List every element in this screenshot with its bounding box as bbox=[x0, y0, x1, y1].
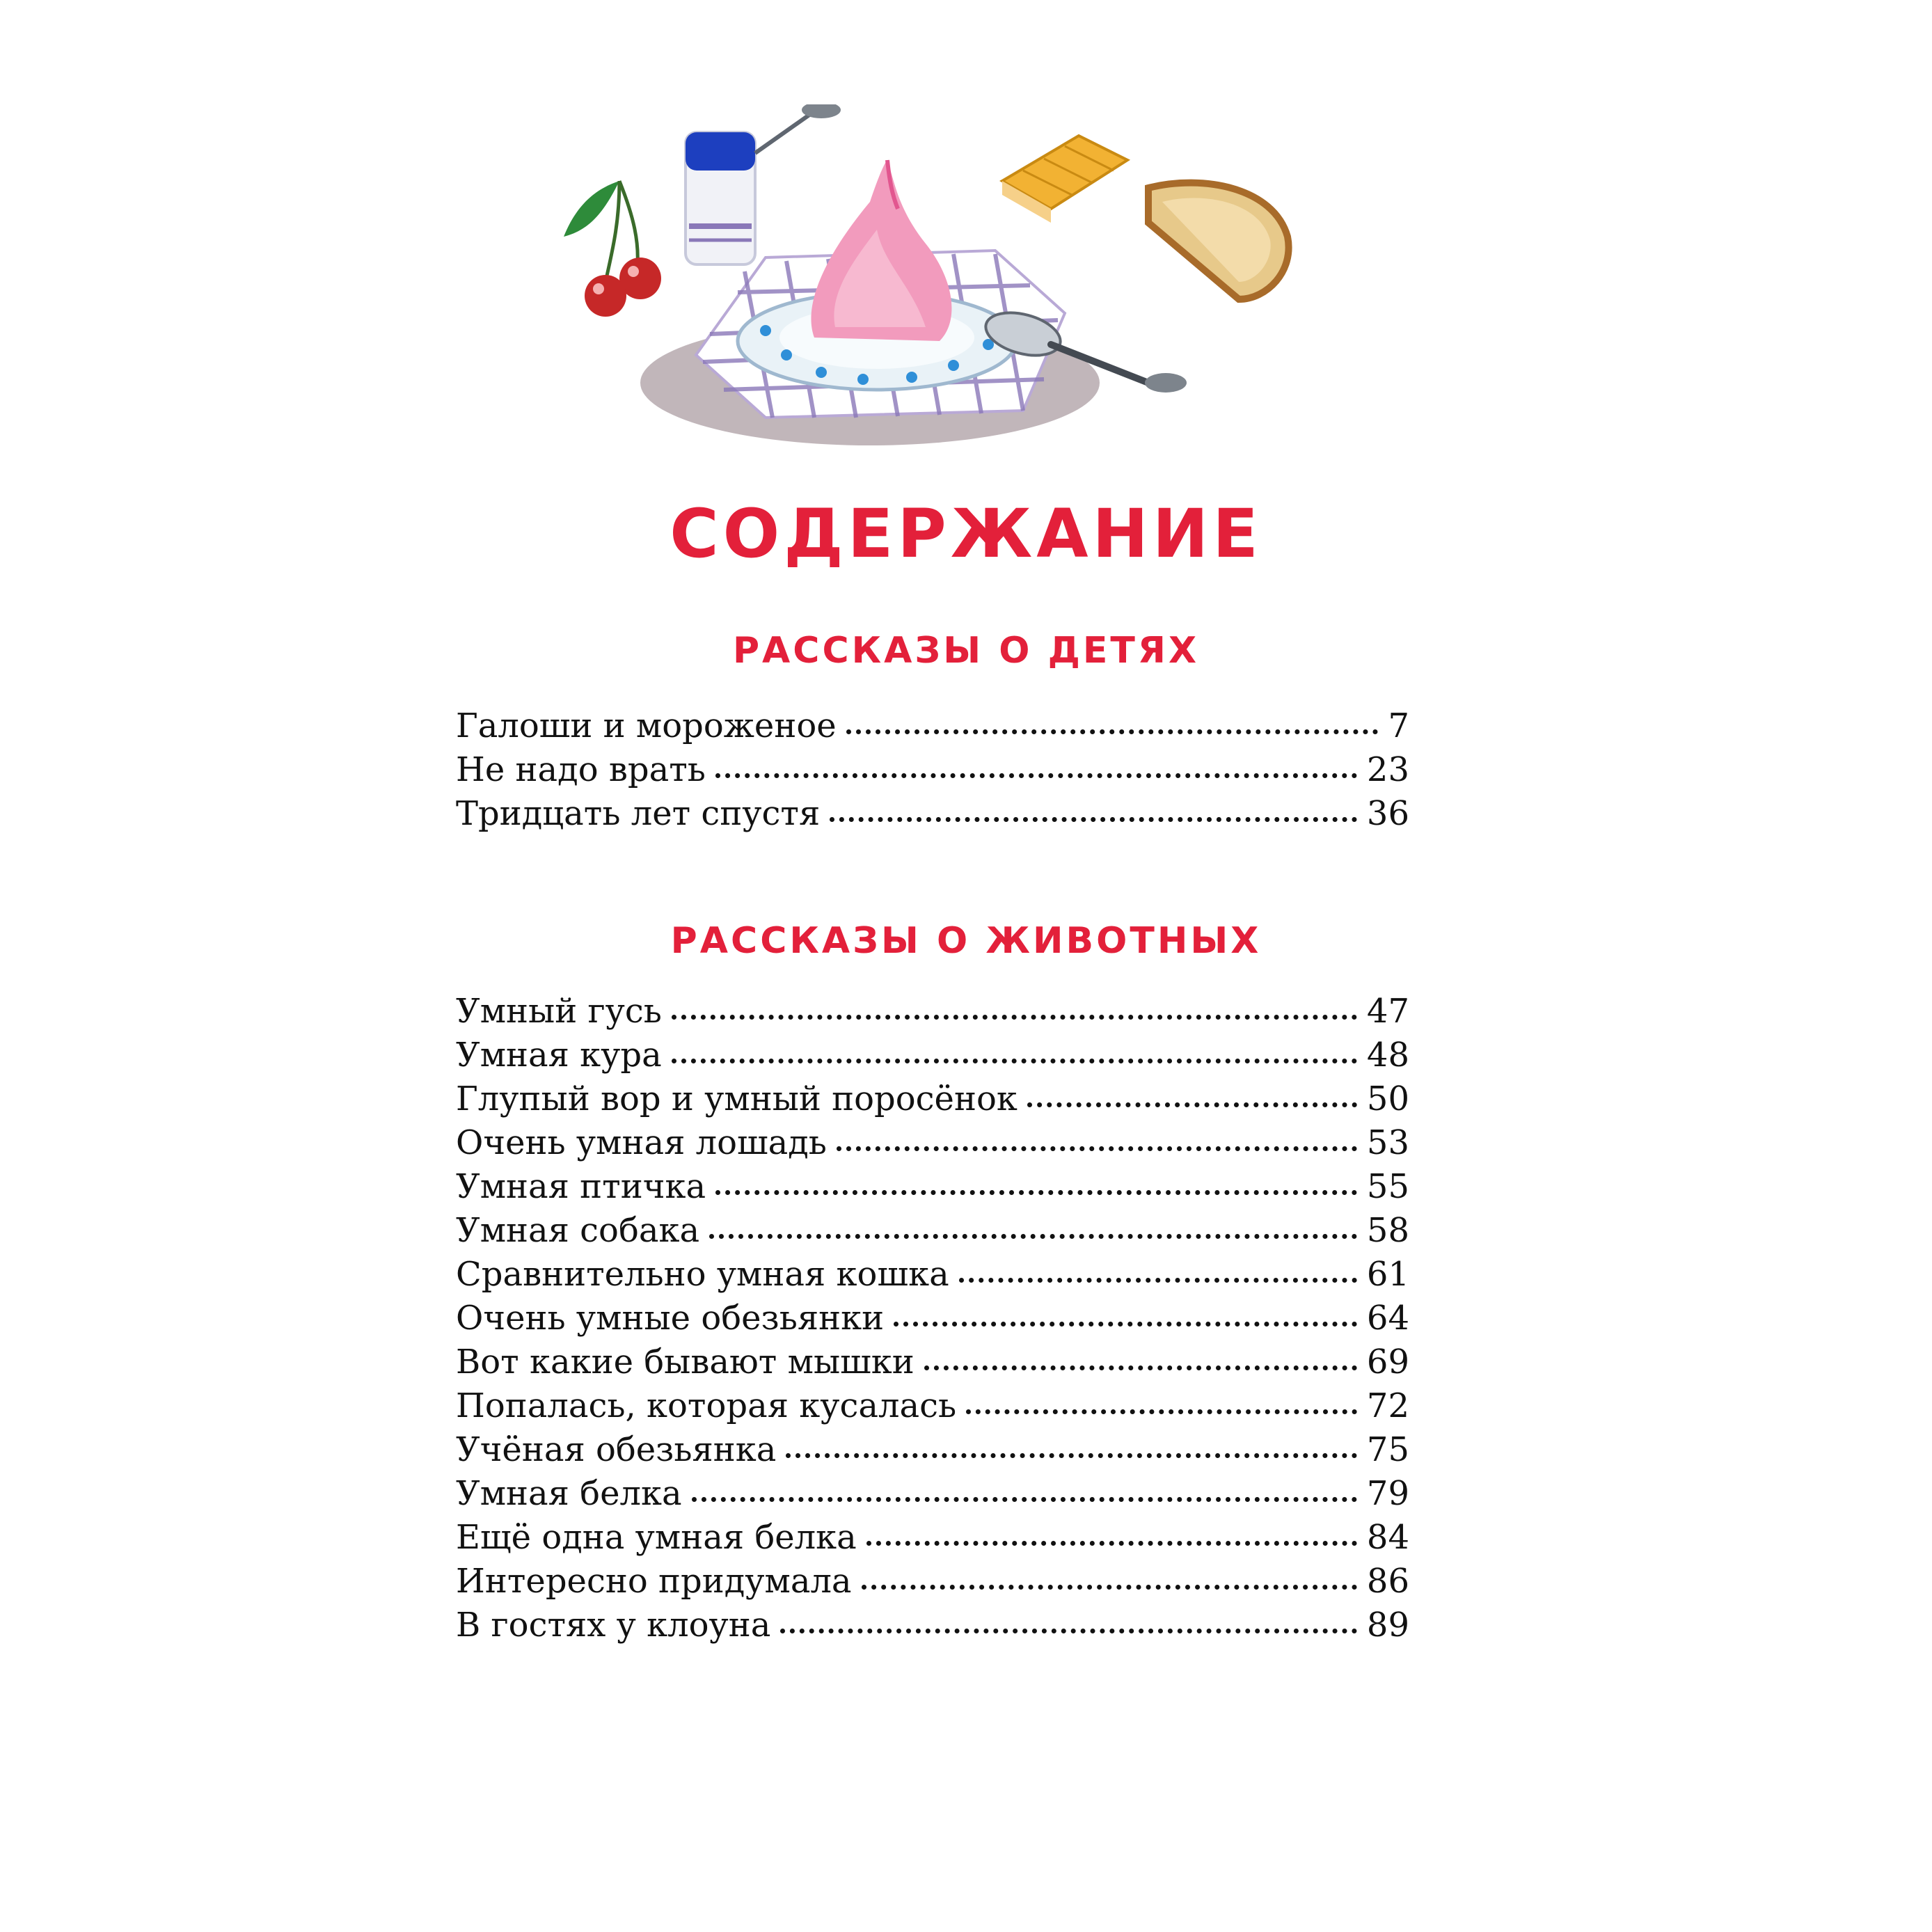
toc-entry[interactable] bbox=[456, 1253, 1409, 1297]
toc-list-children bbox=[456, 704, 1409, 836]
toc-entry[interactable] bbox=[456, 1077, 1409, 1121]
toc-entry-title: Ещё одна умная белка bbox=[456, 1518, 857, 1557]
toc-entry[interactable] bbox=[456, 990, 1409, 1034]
section-title-children: РАССКАЗЫ О ДЕТЯХ bbox=[732, 630, 1200, 672]
toc-entry-page: 36 bbox=[1366, 794, 1409, 833]
toc-entry[interactable] bbox=[456, 1560, 1409, 1604]
toc-entry[interactable] bbox=[456, 1165, 1409, 1209]
cherries-icon bbox=[564, 181, 661, 317]
toc-list-animals bbox=[456, 990, 1409, 1647]
toc-entry-title: Вот какие бывают мышки bbox=[456, 1343, 914, 1381]
toc-entry[interactable] bbox=[456, 1209, 1409, 1253]
toc-entry-page: 86 bbox=[1366, 1562, 1409, 1601]
toc-entry[interactable] bbox=[456, 1340, 1409, 1384]
dot-leader bbox=[672, 1059, 1357, 1063]
toc-entry-title: Не надо врать bbox=[456, 750, 706, 789]
pink-dessert-icon bbox=[811, 160, 951, 341]
toc-entry-title: Умная белка bbox=[456, 1474, 682, 1513]
toc-entry-title: Учёная обезьянка bbox=[456, 1430, 777, 1469]
toc-entry-page: 89 bbox=[1366, 1606, 1409, 1645]
toc-entry[interactable] bbox=[456, 748, 1409, 792]
toc-entry-page: 75 bbox=[1366, 1430, 1409, 1469]
toc-entry-page: 53 bbox=[1366, 1123, 1409, 1162]
toc-entry-title: Интересно придумала bbox=[456, 1562, 852, 1601]
toc-entry-page: 7 bbox=[1388, 706, 1409, 745]
dot-leader bbox=[862, 1585, 1357, 1590]
toc-entry-page: 84 bbox=[1366, 1518, 1409, 1557]
toc-entry[interactable] bbox=[456, 1604, 1409, 1647]
dot-leader bbox=[715, 1190, 1357, 1195]
toc-entry[interactable] bbox=[456, 1384, 1409, 1428]
toc-entry-page: 79 bbox=[1366, 1474, 1409, 1513]
toc-entry[interactable] bbox=[456, 1034, 1409, 1077]
toc-entry[interactable] bbox=[456, 1121, 1409, 1165]
dot-leader bbox=[1027, 1102, 1357, 1107]
toc-entry-title: Глупый вор и умный поросёнок bbox=[456, 1079, 1018, 1118]
toc-entry-title: Попалась, которая кусалась bbox=[456, 1386, 957, 1425]
toc-entry-page: 23 bbox=[1366, 750, 1409, 789]
toc-entry-page: 50 bbox=[1366, 1079, 1409, 1118]
wafer-icon bbox=[1002, 136, 1127, 223]
dot-leader bbox=[672, 1015, 1357, 1020]
toc-entry[interactable] bbox=[456, 1428, 1409, 1472]
toc-entry-title: Умная птичка bbox=[456, 1167, 706, 1206]
toc-entry[interactable] bbox=[456, 1297, 1409, 1340]
dot-leader bbox=[959, 1278, 1357, 1283]
toc-entry[interactable] bbox=[456, 1472, 1409, 1516]
toc-entry-title: Сравнительно умная кошка bbox=[456, 1255, 949, 1294]
toc-entry-page: 69 bbox=[1366, 1343, 1409, 1381]
section-title-animals: РАССКАЗЫ О ЖИВОТНЫХ bbox=[670, 920, 1262, 962]
dot-leader bbox=[966, 1409, 1357, 1414]
food-illustration bbox=[536, 104, 1301, 466]
toc-entry-page: 61 bbox=[1366, 1255, 1409, 1294]
toc-entry[interactable] bbox=[456, 792, 1409, 836]
toc-entry-page: 48 bbox=[1366, 1036, 1409, 1075]
dot-leader bbox=[894, 1322, 1357, 1327]
toc-entry-page: 64 bbox=[1366, 1299, 1409, 1338]
toc-entry-page: 55 bbox=[1366, 1167, 1409, 1206]
toc-entry-title: Умная собака bbox=[456, 1211, 700, 1250]
salt-shaker-icon bbox=[686, 104, 841, 264]
dot-leader bbox=[924, 1365, 1357, 1370]
dot-leader bbox=[709, 1234, 1357, 1239]
toc-entry-title: Умная кура bbox=[456, 1036, 662, 1075]
page-title: СОДЕРЖАНИЕ bbox=[670, 495, 1262, 573]
dot-leader bbox=[837, 1146, 1357, 1151]
toc-entry-title: Умный гусь bbox=[456, 992, 662, 1031]
toc-entry-title: Галоши и мороженое bbox=[456, 706, 837, 745]
toc-entry-page: 72 bbox=[1366, 1386, 1409, 1425]
toc-entry-title: Очень умная лошадь bbox=[456, 1123, 827, 1162]
toc-entry-page: 47 bbox=[1366, 992, 1409, 1031]
dot-leader bbox=[715, 773, 1357, 778]
toc-entry[interactable] bbox=[456, 1516, 1409, 1560]
dot-leader bbox=[846, 729, 1379, 734]
bread-slice-icon bbox=[1148, 183, 1289, 299]
dot-leader bbox=[830, 817, 1357, 822]
toc-entry-page: 58 bbox=[1366, 1211, 1409, 1250]
dot-leader bbox=[780, 1629, 1357, 1633]
toc-entry-title: Очень умные обезьянки bbox=[456, 1299, 885, 1338]
dot-leader bbox=[692, 1497, 1357, 1502]
toc-entry-title: Тридцать лет спустя bbox=[456, 794, 821, 833]
toc-entry-title: В гостях у клоуна bbox=[456, 1606, 771, 1645]
dot-leader bbox=[786, 1453, 1357, 1458]
toc-entry[interactable] bbox=[456, 704, 1409, 748]
dot-leader bbox=[866, 1541, 1357, 1546]
